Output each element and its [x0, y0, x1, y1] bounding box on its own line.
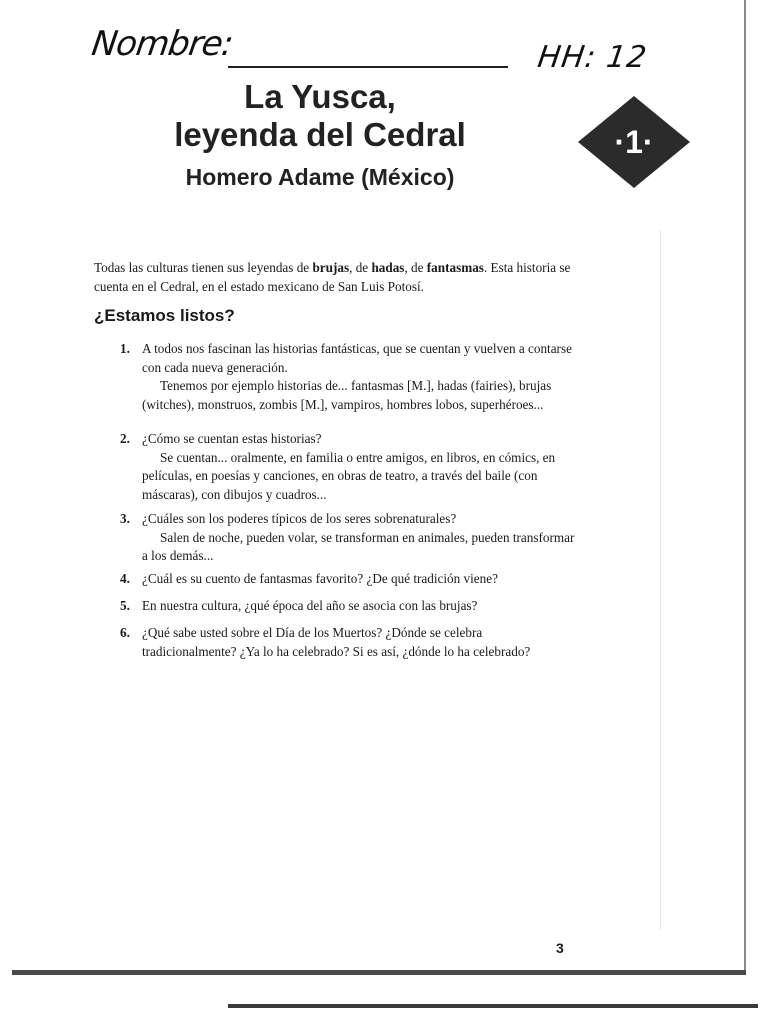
- bottom-divider-lower: [228, 1004, 758, 1008]
- question-number: 5.: [120, 598, 130, 613]
- intro-text-2: , de: [349, 260, 372, 275]
- question-text: ¿Cómo se cuentan estas historias?: [142, 431, 322, 446]
- page-title-line2: leyenda del Cedral: [174, 116, 466, 153]
- question-text: ¿Qué sabe usted sobre el Día de los Muertos? ¿Dónde se celebra tradicionalmente? ¿Ya lo ha celebrado? Si es así, ¿dónde lo ha celebrado?: [142, 625, 531, 659]
- question-item-4: [120, 570, 578, 589]
- page-title-line1: La Yusca,: [244, 78, 396, 115]
- intro-text-4: . Esta historia se cuenta en el Cedral, en el estado mexicano de San Luis Potosí.: [94, 260, 571, 294]
- question-item-2: [120, 430, 578, 504]
- question-text: En nuestra cultura, ¿qué época del año se asocia con las brujas?: [142, 598, 478, 613]
- intro-paragraph: [94, 258, 578, 296]
- question-number: 6.: [120, 625, 130, 640]
- intro-bold-brujas: brujas: [312, 260, 350, 275]
- handwritten-hh-label: HH: 12: [535, 40, 650, 75]
- chapter-badge: [578, 96, 690, 188]
- question-item-3: [120, 510, 578, 566]
- question-number: 1.: [120, 341, 130, 356]
- page-number: 3: [556, 940, 564, 956]
- question-text: ¿Cuál es su cuento de fantasmas favorito? ¿De qué tradición viene?: [142, 571, 498, 586]
- question-text: A todos nos fascinan las historias fantásticas, que se cuentan y vuelven a contarse con cada nueva generación.: [142, 341, 572, 375]
- intro-text-3: , de: [404, 260, 427, 275]
- answer-text: Se cuentan... oralmente, en familia o entre amigos, en libros, en cómics, en películas, en poesías y canciones, en obras de teatro, a través del baile (con máscaras), con dibujos y cuadros...: [142, 449, 556, 502]
- intro-bold-hadas: hadas: [371, 260, 405, 275]
- chapter-number: ·1·: [614, 123, 654, 160]
- question-number: 3.: [120, 511, 130, 526]
- intro-bold-fantasmas: fantasmas: [426, 260, 484, 275]
- answer-text: Tenemos por ejemplo historias de... fantasmas [M.], hadas (fairies), brujas (witches), monstruos, zombis [M.], vampiros, hombres lobos, superhéroes...: [142, 378, 552, 412]
- name-blank-line: [228, 66, 508, 68]
- question-text: ¿Cuáles son los poderes típicos de los seres sobrenaturales?: [142, 511, 457, 526]
- question-item-6: [120, 624, 578, 661]
- page-fold-shadow: [660, 230, 661, 930]
- author-subtitle: Homero Adame (México): [185, 164, 455, 190]
- bottom-divider: [12, 970, 746, 975]
- page-edge: [744, 0, 746, 975]
- answer-text: Salen de noche, pueden volar, se transforman en animales, pueden transformar a los demás...: [142, 529, 575, 563]
- intro-text-1: Todas las culturas tienen sus leyendas de: [94, 260, 313, 275]
- section-heading: ¿Estamos listos?: [94, 306, 235, 325]
- handwritten-nombre-label: Nombre:: [89, 24, 236, 64]
- question-item-5: [120, 597, 578, 616]
- question-item-1: [120, 340, 578, 414]
- question-number: 2.: [120, 431, 130, 446]
- question-number: 4.: [120, 571, 130, 586]
